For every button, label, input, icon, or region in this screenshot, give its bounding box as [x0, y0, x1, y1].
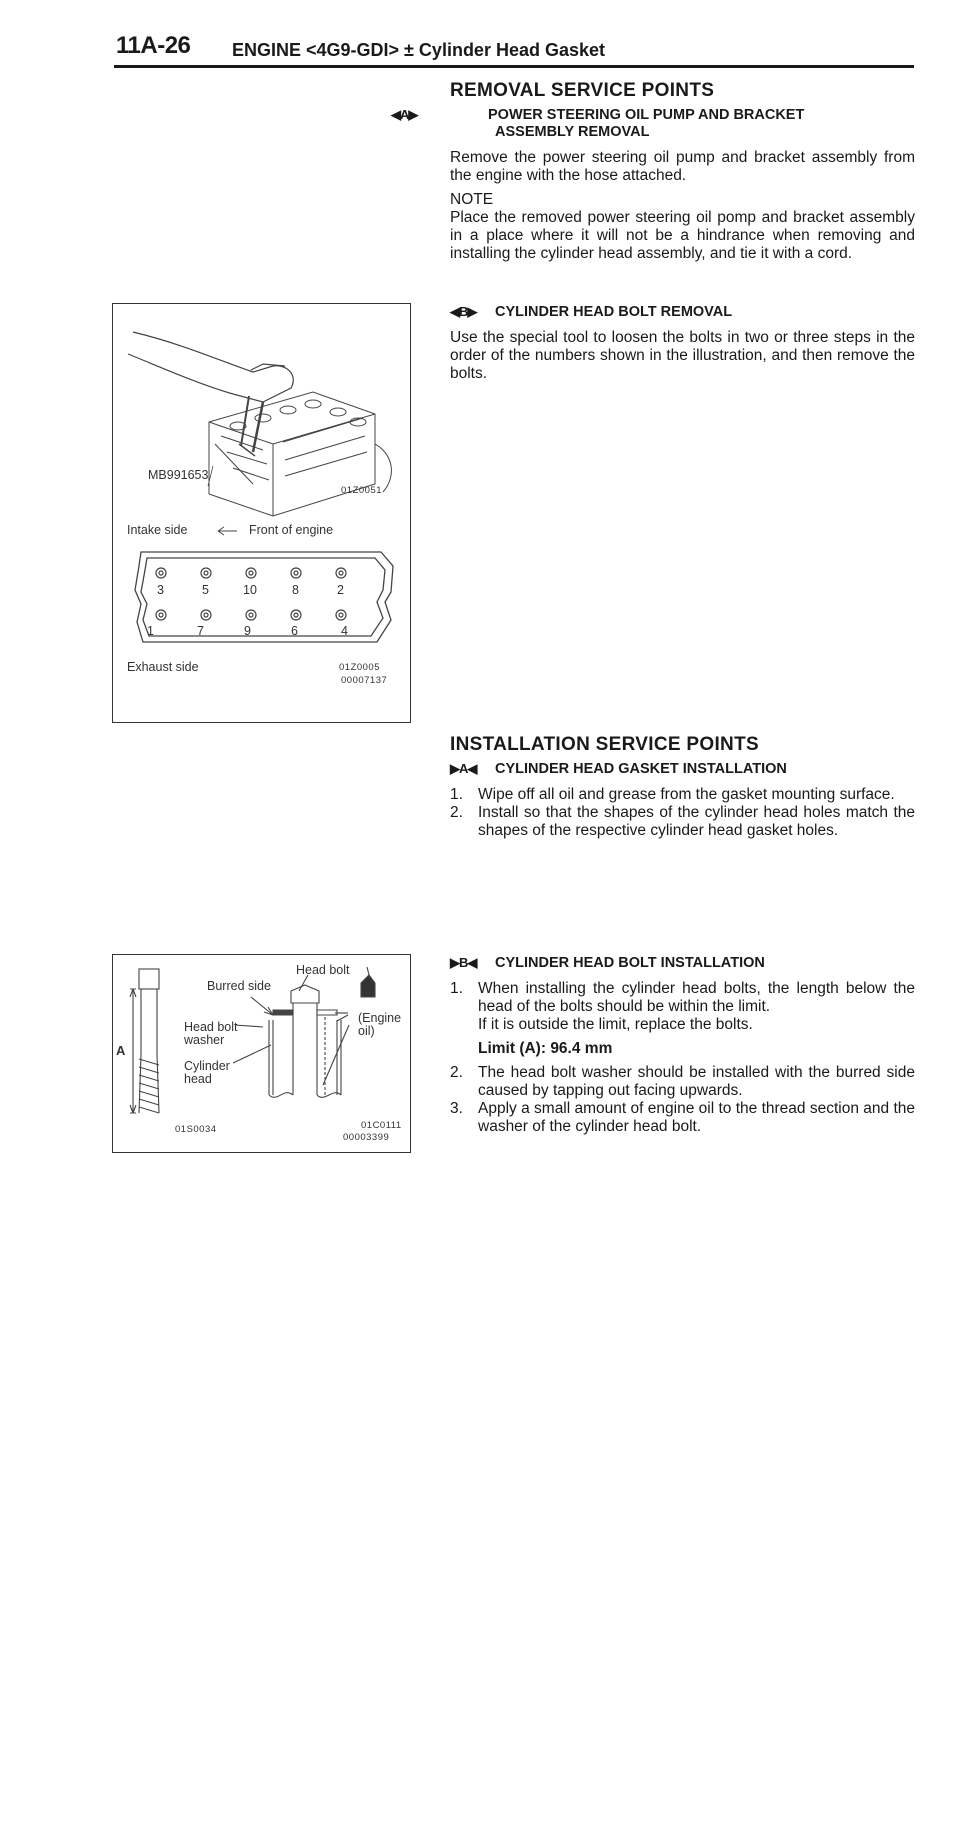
installation-a-step-1: 1. Wipe off all oil and grease from the gasket mounting surface. — [450, 786, 895, 803]
installation-a-step-2: 2. Install so that the shapes of the cylinder head holes match the shapes of the respective cylinder head gasket holes. — [450, 804, 915, 839]
cylinder-head-label: Cylinder head — [184, 1059, 230, 1086]
removal-b-section — [450, 303, 915, 383]
installation-b-title — [450, 954, 915, 972]
installation-b-step-1: 1. When installing the cylinder head bolts, the length below the head of the bolts should be within the limit. — [450, 980, 915, 1015]
installation-section — [450, 736, 915, 840]
installation-a-steps — [450, 786, 915, 840]
figure-bolt-removal-order — [112, 303, 411, 723]
bolt-number: 7 — [197, 624, 204, 638]
figure2-code-left: 01S0034 — [175, 1124, 217, 1135]
removal-a-note-label: NOTE — [450, 191, 494, 208]
figure2-code-right: 01C0111 — [361, 1120, 402, 1131]
installation-heading: INSTALLATION SERVICE POINTS — [450, 734, 759, 755]
installation-b-step-2: 2. The head bolt washer should be installed with the burred side caused by tapping out facing upwards. — [450, 1064, 915, 1099]
exhaust-side-label: Exhaust side — [127, 660, 199, 674]
bolt-number: 9 — [244, 624, 251, 638]
bolt-number: 6 — [291, 624, 298, 638]
removal-a-note-text: Place the removed power steering oil pomp and bracket assembly in a place where it will not be a hindrance when removing and installing the cylinder head assembly, and tie it with a cord. — [450, 209, 915, 262]
installation-b-title-text: CYLINDER HEAD BOLT INSTALLATION — [495, 955, 765, 971]
arm-with-tool-illustration — [128, 332, 293, 456]
engine-oil-label: (Engine oil) — [358, 1011, 402, 1038]
removal-b-title-text: CYLINDER HEAD BOLT REMOVAL — [495, 304, 733, 320]
head-bolt-washer-label: Head bolt washer — [184, 1020, 238, 1047]
installation-b-marker: ▶B◀ — [450, 955, 477, 970]
header-rule — [114, 65, 914, 68]
removal-b-text: Use the special tool to loosen the bolts in two or three steps in the order of the numbers shown in the illustration, and then remove the bolts. — [450, 329, 915, 382]
installation-a-title — [450, 760, 915, 778]
cylinder-head-gasket-outline — [135, 552, 393, 642]
installation-a-marker: ▶A◀ — [450, 761, 477, 776]
dimension-a-label: A — [116, 1043, 126, 1058]
removal-heading: REMOVAL SERVICE POINTS — [450, 80, 715, 101]
installation-b-step-1-sub: If it is outside the limit, replace the bolts. — [478, 1016, 753, 1033]
installation-b-step-3: 3. Apply a small amount of engine oil to the thread section and the washer of the cylinder head bolt. — [450, 1100, 915, 1135]
bolt-number: 2 — [337, 583, 344, 597]
bolt-thread — [139, 1059, 159, 1113]
removal-a-text: Remove the power steering oil pump and bracket assembly from the engine with the hose attached. — [450, 149, 915, 184]
figure1-code-bottom: 01Z0005 — [339, 662, 381, 673]
bolt-number: 4 — [341, 624, 348, 638]
head-bolt-label: Head bolt — [296, 963, 350, 977]
bolt-number: 5 — [202, 583, 209, 597]
removal-a-marker: ◀A▶ — [391, 107, 418, 122]
installation-b-steps — [450, 980, 915, 1136]
cylinder-head-illustration — [209, 392, 391, 516]
installation-b-section — [450, 954, 915, 1136]
bolt-number: 3 — [157, 583, 164, 597]
removal-a-title-line1: POWER STEERING OIL PUMP AND BRACKET — [488, 107, 805, 123]
removal-b-title — [450, 303, 915, 321]
figure-head-bolt — [112, 954, 411, 1153]
tool-label: MB991653 — [148, 468, 209, 482]
figure1-code-top: 01Z0051 — [341, 485, 383, 496]
burred-side-label: Burred side — [207, 979, 271, 993]
front-of-engine-label: Front of engine — [249, 523, 334, 537]
removal-section — [391, 80, 915, 263]
removal-b-marker: ◀B▶ — [450, 304, 477, 319]
bolt-number: 10 — [243, 583, 257, 597]
figure2-id: 00003399 — [343, 1132, 390, 1143]
installation-b-limit: Limit (A): 96.4 mm — [478, 1040, 613, 1057]
installation-a-title-text: CYLINDER HEAD GASKET INSTALLATION — [495, 761, 787, 777]
figure1-id: 00007137 — [341, 675, 388, 686]
intake-side-label: Intake side — [127, 523, 188, 537]
removal-a-title — [391, 106, 915, 141]
running-title: ENGINE <4G9-GDI> ± Cylinder Head Gasket — [232, 40, 606, 60]
bolt-number: 1 — [147, 624, 154, 638]
bolt-number: 8 — [292, 583, 299, 597]
page-number: 11A-26 — [116, 32, 191, 59]
removal-a-title-line2: ASSEMBLY REMOVAL — [495, 124, 650, 140]
